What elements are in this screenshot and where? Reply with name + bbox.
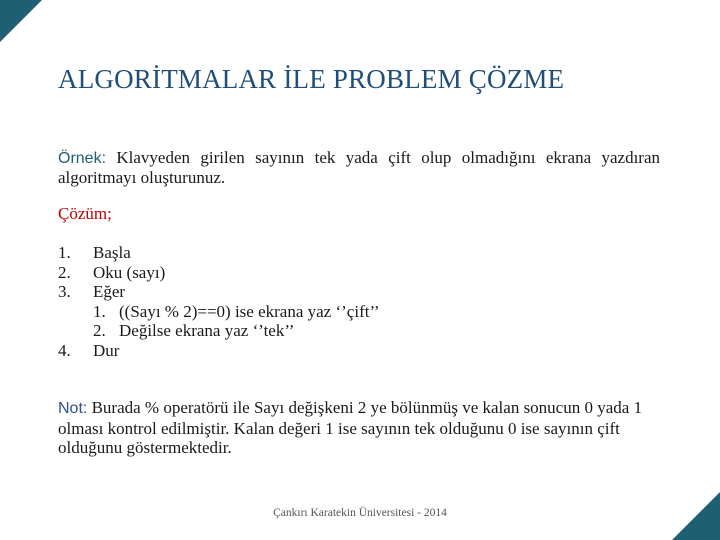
substep-text: ((Sayı % 2)==0) ise ekrana yaz ‘’çift’’ [119,301,380,321]
example-paragraph [58,148,660,187]
step-number: 1. [58,243,71,262]
note-paragraph [58,398,658,458]
substep-number: 1. [93,301,106,321]
step-number: 2. [58,262,71,282]
solution-label: Çözüm; [58,204,112,223]
corner-decoration-top-left [0,0,42,42]
step-text: Dur [93,340,120,360]
step-text: Başla [93,243,131,262]
step-text: Eğer [93,282,126,301]
example-text: Klavyeden girilen sayının tek yada çift olup olmadığını ekrana yazdıran algoritmayı oluşturunuz. [58,148,661,187]
substep-number: 2. [93,321,106,340]
step-number: 4. [58,340,71,360]
example-label: Örnek: [58,150,107,167]
substep-text: Değilse ekrana yaz ‘’tek’’ [119,321,295,340]
slide-title: ALGORİTMALAR İLE PROBLEM ÇÖZME [58,64,565,94]
note-label: Not: [58,400,88,417]
step-text: Oku (sayı) [93,262,166,282]
step-number: 3. [58,282,71,301]
note-text: Burada % operatörü ile Sayı değişkeni 2 ye bölünmüş ve kalan sonucun 0 yada 1 olması kontrol edilmiştir. Kalan değeri 1 ise sayının tek olduğunu 0 ise sayının çift olduğunu göstermektedir. [58,398,643,457]
slide-footer: Çankırı Karatekin Üniversitesi - 2014 [273,507,447,519]
